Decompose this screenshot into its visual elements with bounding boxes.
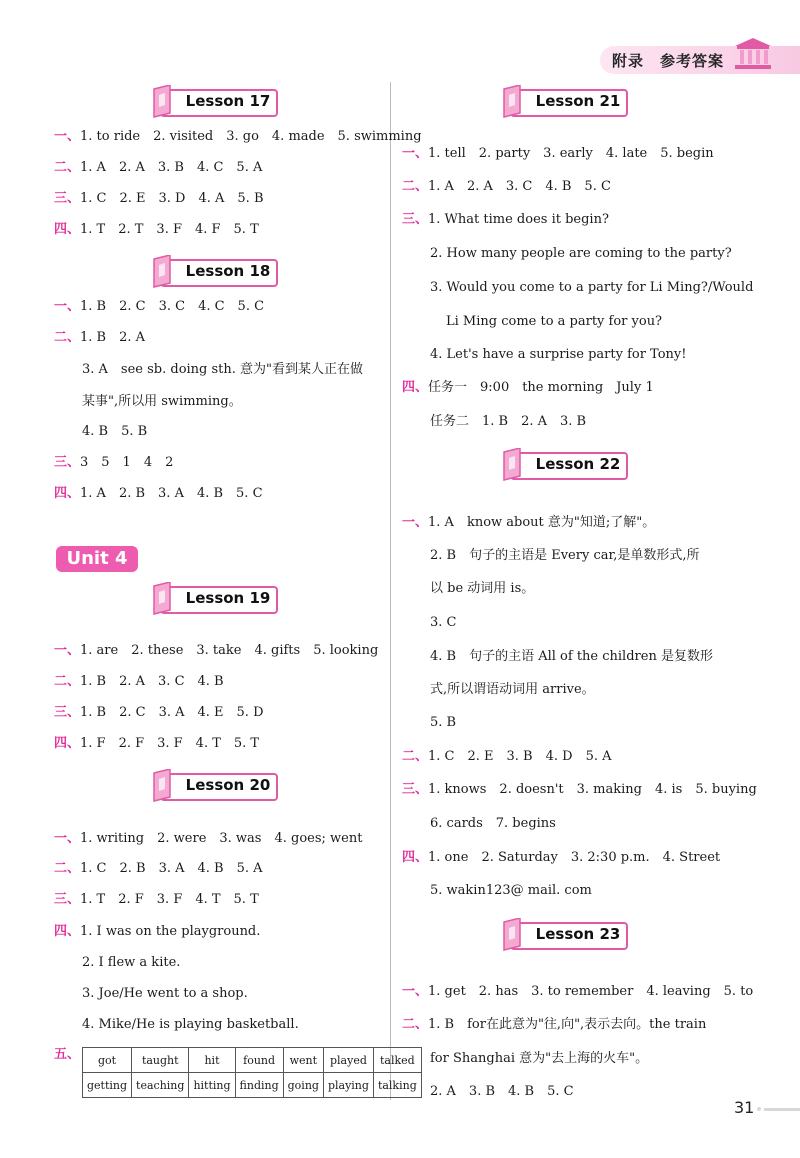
answer-row: 二、1. C 2. E 3. B 4. D 5. A bbox=[402, 749, 612, 764]
building-icon bbox=[733, 36, 773, 72]
lesson-label: Lesson 19 bbox=[185, 589, 271, 607]
lesson-flag-icon bbox=[502, 85, 524, 119]
lesson-flag-icon bbox=[152, 255, 174, 289]
answer-row: 3. Would you come to a party for Li Ming?/Would bbox=[430, 280, 754, 295]
table-cell: taught bbox=[132, 1048, 189, 1073]
lesson-label: Lesson 20 bbox=[185, 776, 271, 794]
table-cell: went bbox=[283, 1048, 323, 1073]
answer-row: 式,所以谓语动词用 arrive。 bbox=[430, 682, 595, 697]
lesson-label: Lesson 21 bbox=[535, 92, 621, 110]
answer-row: 一、1. writing 2. were 3. was 4. goes; went bbox=[54, 831, 363, 846]
answer-row: 3. A see sb. doing sth. 意为"看到某人正在做 bbox=[82, 362, 364, 377]
lesson-label: Lesson 18 bbox=[185, 262, 271, 280]
answer-row: for Shanghai 意为"去上海的火车"。 bbox=[430, 1051, 649, 1066]
unit-badge: Unit 4 bbox=[56, 546, 138, 572]
answer-row: 三、1. knows 2. doesn't 3. making 4. is 5. buying bbox=[402, 782, 757, 797]
answer-row: 二、1. C 2. B 3. A 4. B 5. A bbox=[54, 861, 263, 876]
answer-row: 四、1. I was on the playground. bbox=[54, 924, 261, 939]
answer-row: 4. Mike/He is playing basketball. bbox=[82, 1017, 299, 1032]
answer-row: 4. B 5. B bbox=[82, 424, 148, 439]
table-cell: getting bbox=[83, 1073, 132, 1098]
answer-row: 5. wakin123@ mail. com bbox=[430, 883, 592, 898]
page-number: 31 bbox=[734, 1098, 755, 1117]
page-dot bbox=[757, 1107, 761, 1111]
answer-row: 二、1. B 2. A 3. C 4. B bbox=[54, 674, 224, 689]
page-bar bbox=[764, 1108, 800, 1111]
answer-row: 二、1. B 2. A bbox=[54, 330, 146, 345]
table-cell: talking bbox=[373, 1073, 421, 1098]
table-cell: found bbox=[235, 1048, 283, 1073]
answer-row: 某事",所以用 swimming。 bbox=[82, 394, 242, 409]
answer-row: 2. How many people are coming to the party? bbox=[430, 246, 732, 261]
answer-row: 二、1. B for在此意为"往,向",表示去向。the train bbox=[402, 1017, 707, 1032]
table-cell: going bbox=[283, 1073, 323, 1098]
verb-forms-table bbox=[82, 1047, 422, 1098]
answer-row: 三、1. T 2. F 3. F 4. T 5. T bbox=[54, 892, 259, 907]
answer-row: 四、1. T 2. T 3. F 4. F 5. T bbox=[54, 222, 259, 237]
answer-row: 一、1. to ride 2. visited 3. go 4. made 5. swimming bbox=[54, 129, 422, 144]
lesson-label: Lesson 22 bbox=[535, 455, 621, 473]
answer-row: 任务二 1. B 2. A 3. B bbox=[430, 414, 587, 429]
table-row bbox=[83, 1048, 422, 1073]
header-title: 附录 参考答案 bbox=[612, 52, 725, 70]
table-row bbox=[83, 1073, 422, 1098]
answer-row: 3. C bbox=[430, 615, 457, 630]
answer-row: Li Ming come to a party for you? bbox=[446, 314, 663, 329]
answer-row: 四、1. A 2. B 3. A 4. B 5. C bbox=[54, 486, 263, 501]
table-cell: got bbox=[83, 1048, 132, 1073]
answer-row: 一、1. A know about 意为"知道;了解"。 bbox=[402, 515, 656, 530]
answer-row: 三、3 5 1 4 2 bbox=[54, 455, 174, 470]
answer-row: 5. B bbox=[430, 715, 457, 730]
answer-row: 三、1. B 2. C 3. A 4. E 5. D bbox=[54, 705, 264, 720]
answer-row: 2. I flew a kite. bbox=[82, 955, 181, 970]
lesson-label: Lesson 17 bbox=[185, 92, 271, 110]
answer-row: 一、1. are 2. these 3. take 4. gifts 5. looking bbox=[54, 643, 379, 658]
answer-row: 四、1. F 2. F 3. F 4. T 5. T bbox=[54, 736, 260, 751]
table-cell: playing bbox=[323, 1073, 373, 1098]
table-cell: teaching bbox=[132, 1073, 189, 1098]
answer-row: 2. A 3. B 4. B 5. C bbox=[430, 1084, 574, 1099]
answer-row: 二、1. A 2. A 3. B 4. C 5. A bbox=[54, 160, 263, 175]
answer-row: 一、1. tell 2. party 3. early 4. late 5. begin bbox=[402, 146, 714, 161]
answer-row: 三、1. C 2. E 3. D 4. A 5. B bbox=[54, 191, 264, 206]
lesson-flag-icon bbox=[152, 582, 174, 616]
table-cell: finding bbox=[235, 1073, 283, 1098]
lesson-flag-icon bbox=[502, 918, 524, 952]
answer-row: 2. B 句子的主语是 Every car,是单数形式,所 bbox=[430, 548, 700, 563]
table-cell: talked bbox=[373, 1048, 421, 1073]
answer-row: 4. Let's have a surprise party for Tony! bbox=[430, 347, 687, 362]
answer-row: 三、1. What time does it begin? bbox=[402, 212, 609, 227]
lesson-flag-icon bbox=[502, 448, 524, 482]
column-divider bbox=[390, 82, 391, 1100]
answer-row: 以 be 动词用 is。 bbox=[430, 581, 535, 596]
answer-row: 3. Joe/He went to a shop. bbox=[82, 986, 248, 1001]
table-cell: played bbox=[323, 1048, 373, 1073]
answer-row: 6. cards 7. begins bbox=[430, 816, 556, 831]
answer-row: 四、任务一 9:00 the morning July 1 bbox=[402, 380, 654, 395]
table-cell: hit bbox=[189, 1048, 235, 1073]
answer-row: 一、1. B 2. C 3. C 4. C 5. C bbox=[54, 299, 265, 314]
answer-row: 4. B 句子的主语 All of the children 是复数形 bbox=[430, 649, 713, 664]
lesson-flag-icon bbox=[152, 85, 174, 119]
lesson-flag-icon bbox=[152, 769, 174, 803]
answer-row: 一、1. get 2. has 3. to remember 4. leaving 5. to bbox=[402, 984, 754, 999]
table-mark: 五、 bbox=[54, 1047, 81, 1062]
lesson-label: Lesson 23 bbox=[535, 925, 621, 943]
answer-row: 四、1. one 2. Saturday 3. 2:30 p.m. 4. Street bbox=[402, 850, 721, 865]
answer-row: 二、1. A 2. A 3. C 4. B 5. C bbox=[402, 179, 611, 194]
table-cell: hitting bbox=[189, 1073, 235, 1098]
